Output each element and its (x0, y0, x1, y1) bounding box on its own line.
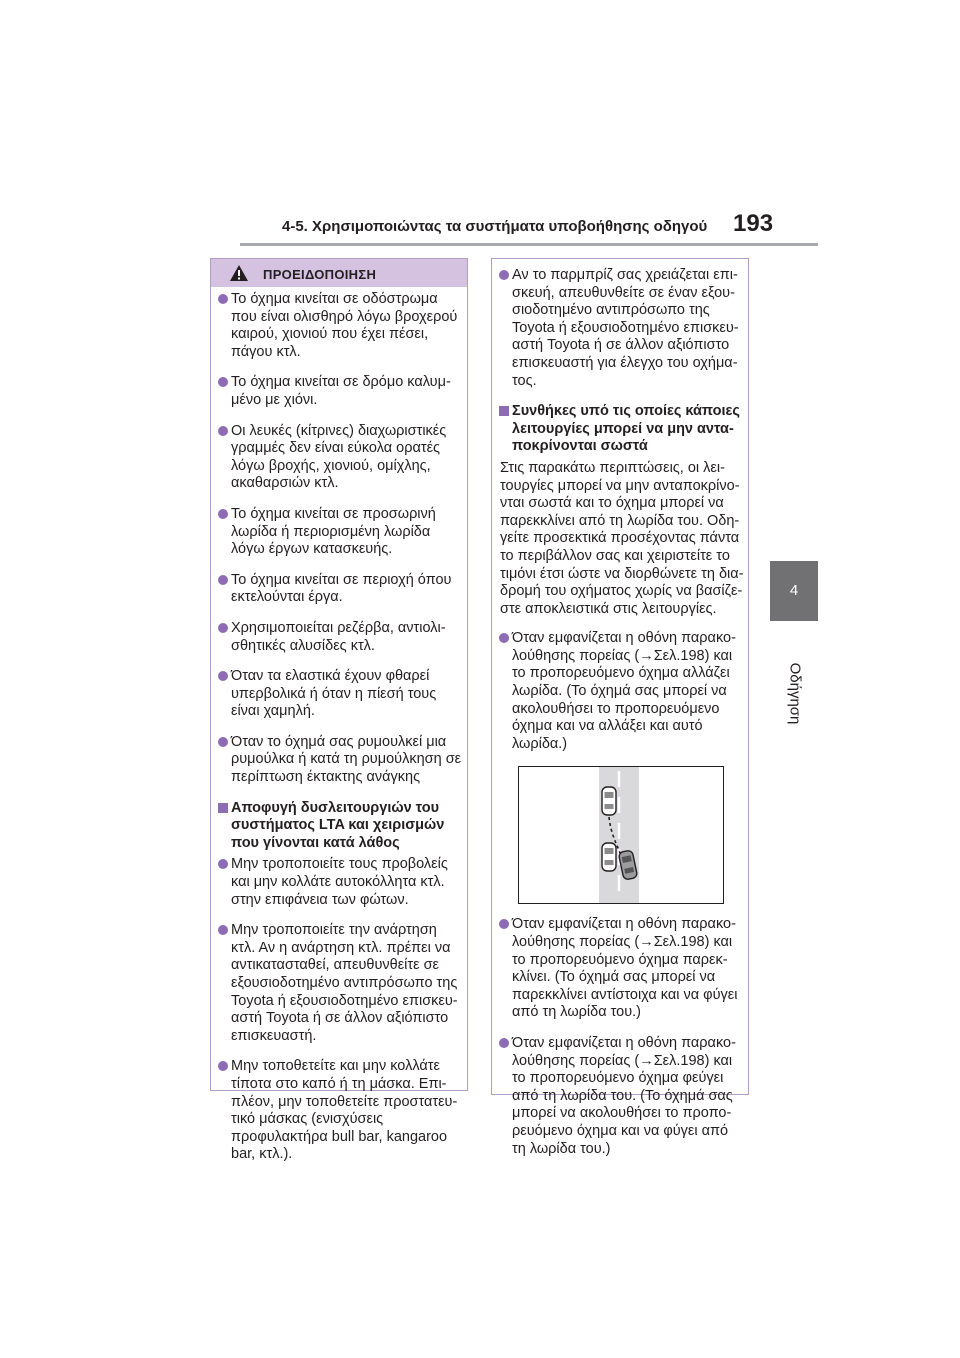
bullet-item (219, 922, 459, 1045)
warning-box (210, 258, 468, 1163)
warning-content (211, 287, 467, 1164)
header-divider (240, 243, 818, 246)
bullet-text (231, 620, 459, 655)
bullet-item (500, 267, 740, 390)
text-line: πάγου κτλ. (231, 343, 301, 360)
text-line: τος. (512, 372, 537, 389)
bullet-item (219, 856, 459, 909)
text-line: επισκευαστή για έλεγχο του οχήμα- (512, 354, 738, 371)
bullet-dot-icon (218, 737, 228, 747)
text-line: λωρίδα.) (512, 735, 568, 752)
text-line: σκευή, απευθυνθείτε σε έναν εξου- (512, 284, 735, 301)
text-line: σιοδοτημένο αντιπρόσωπο της (512, 302, 710, 319)
bullet-text (231, 856, 459, 909)
bullet-dot-icon (218, 925, 228, 935)
info-content (492, 259, 748, 1158)
text-line: καιρού, χιονιού που έχει πέσει, (231, 326, 429, 343)
bullet-item (219, 1058, 459, 1164)
square-bullet-icon (218, 803, 228, 813)
text-line: Όταν εμφανίζεται η οθόνη παρακο- (512, 1035, 736, 1051)
text-line: Το όχημα κινείται σε προσωρινή (231, 505, 436, 522)
text-line: Αποφυγή δυσλειτουργιών του (231, 799, 440, 816)
bullet-text (512, 630, 740, 753)
section-title: 4-5. Χρησιμοποιώντας τα συστήματα υποβοήθησης οδηγού (282, 218, 708, 235)
bullet-dot-icon (218, 1061, 228, 1071)
text-line: στην επιφάνεια των φώτων. (231, 891, 409, 908)
text-line: κτλ. Αν η ανάρτηση κτλ. πρέπει να (231, 939, 451, 956)
text-line: τη λωρίδα του.) (512, 1140, 611, 1157)
bullet-text (231, 1058, 459, 1164)
bullet-text (231, 374, 459, 409)
text-line: και μην κολλάτε αυτοκόλλητα κτλ. (231, 874, 445, 891)
text-line: λούθησης πορείας (→Σελ.198) και (512, 934, 733, 951)
bullet-dot-icon (218, 426, 228, 436)
bullet-dot-icon (218, 377, 228, 387)
warning-header (211, 259, 467, 287)
lane-change-illustration (518, 766, 724, 904)
text-line: Στις παρακάτω περιπτώσεις, οι λει- (500, 459, 725, 476)
text-line: λούθησης πορείας (→Σελ.198) και (512, 647, 733, 664)
warning-title: ΠΡΟΕΙΔΟΠΟΙΗΣΗ (263, 267, 377, 282)
text-line: bar, κτλ.). (231, 1146, 293, 1163)
text-line: ακαθαρσιών κτλ. (231, 475, 339, 492)
text-line: λωρίδα ή περιορισμένη λωρίδα (231, 523, 431, 540)
section-heading-text (512, 403, 740, 456)
info-box (491, 258, 749, 1157)
text-line: δρομή του οχήματος χωρίς να βασίζε- (500, 583, 743, 600)
text-line: Το όχημα κινείται σε οδόστρωμα (231, 291, 438, 307)
text-line: Toyota ή εξουσιοδοτημένο επισκευ- (231, 992, 458, 1009)
section-heading (219, 800, 459, 853)
bullet-dot-icon (499, 1038, 509, 1048)
text-line: κλίνει. (Το όχημά σας μπορεί να (512, 969, 716, 986)
bullet-dot-icon (218, 294, 228, 304)
text-line: λωρίδα. (Το όχημά σας μπορεί να (512, 683, 727, 700)
warning-triangle-icon (229, 264, 249, 282)
text-line: Μην τοποθετείτε και μην κολλάτε (231, 1058, 440, 1075)
text-line: Όταν το όχημά σας ρυμουλκεί μια (231, 733, 447, 750)
bullet-text (231, 922, 459, 1045)
text-line: Αν το παρμπρίζ σας χρειάζεται επι- (512, 267, 738, 283)
bullet-item (219, 668, 459, 721)
text-line: Toyota ή εξουσιοδοτημένο επισκευ- (512, 319, 739, 336)
road-diagram (519, 767, 723, 903)
leading-car-icon (602, 787, 616, 815)
bullet-text (231, 506, 459, 559)
bullet-item (219, 423, 459, 493)
text-line: πλέον, μην τοποθετείτε προστατευ- (231, 1093, 458, 1110)
text-line: τουργίες μπορεί να μην ανταποκρίνο- (500, 477, 740, 494)
text-line: είναι χαμηλή. (231, 703, 315, 720)
text-line: παρεκκλίνει αντίστοιχα και να φύγει (512, 986, 738, 1003)
text-line: συστήματος LTA και χειρισμών (231, 817, 445, 834)
bullet-dot-icon (218, 859, 228, 869)
bullet-list (500, 916, 740, 1158)
text-line: αντικατασταθεί, απευθυνθείτε σε (231, 957, 440, 974)
bullet-dot-icon (218, 623, 228, 633)
own-car-icon (602, 843, 616, 871)
text-line: λούθησης πορείας (→Σελ.198) και (512, 1052, 733, 1069)
text-line: παρεκκλίνει από τη λωρίδα του. Οδη- (500, 512, 740, 529)
text-line: Οι λευκές (κίτρινες) διαχωριστικές (231, 422, 447, 439)
text-line: ποκρίνονται σωστά (512, 438, 648, 455)
bullet-item (219, 620, 459, 655)
paragraph (500, 459, 744, 618)
bullet-dot-icon (499, 919, 509, 929)
text-line: γραμμές δεν είναι εύκολα ορατές (231, 440, 441, 457)
text-line: το προπορευόμενο όχημα παρεκ- (512, 951, 728, 968)
text-line: ρυμούλκα ή κατά τη ρυμούλκηση σε (231, 751, 462, 768)
bullet-item (219, 506, 459, 559)
text-line: από τη λωρίδα του. (Το όχημά σας (512, 1087, 733, 1104)
text-line: Συνθήκες υπό τις οποίες κάποιες (512, 403, 740, 420)
text-line: που είναι ολισθηρό λόγω βροχερού (231, 308, 458, 325)
bullet-dot-icon (218, 575, 228, 585)
bullet-text (231, 291, 459, 361)
bullet-text (231, 572, 459, 607)
text-line: Μην τροποποιείτε την ανάρτηση (231, 922, 437, 939)
text-line: Μην τροποποιείτε τους προβολείς (231, 856, 448, 873)
bullet-text (512, 916, 740, 1022)
text-line: το προπορευόμενο όχημα φεύγει (512, 1070, 724, 1087)
bullet-text (231, 733, 462, 787)
text-line: που γίνονται κατά λάθος (231, 834, 400, 851)
bullet-item (219, 733, 462, 787)
bullet-dot-icon (499, 270, 509, 280)
text-line: μπορεί να ακολουθήσει το προπο- (512, 1105, 732, 1122)
text-line: σθητικές αλυσίδες κτλ. (231, 637, 375, 654)
bullet-item (500, 916, 740, 1022)
text-line: υπερβολικά ή όταν η πίεσή τους (231, 685, 437, 702)
bullet-item (219, 291, 459, 361)
bullet-dot-icon (218, 671, 228, 681)
text-line: αστή Toyota ή σε άλλον αξιόπιστο (512, 337, 730, 354)
text-line: εκτελούνται έργα. (231, 589, 343, 606)
bullet-text (231, 668, 459, 721)
chapter-label-container (778, 645, 808, 745)
chapter-tab (770, 561, 818, 621)
text-line: από τη λωρίδα του.) (512, 1004, 641, 1021)
text-line: το περιβάλλον σας και χειριστείτε το (500, 547, 730, 564)
bullet-text (512, 1035, 740, 1158)
text-line: Όταν εμφανίζεται η οθόνη παρακο- (512, 630, 736, 647)
text-line: τιμόνι έτσι ώστε να διορθώνετε τη δια- (500, 565, 744, 582)
text-line: μένο με χιόνι. (231, 391, 318, 408)
bullet-text (512, 267, 740, 390)
text-line: νται σωστά και το όχημα μπορεί να (500, 495, 724, 512)
text-line: επισκευαστή. (231, 1027, 317, 1044)
bullet-text (231, 423, 459, 493)
text-line: γείτε προσεκτικά προσέχοντας πάντα (500, 530, 740, 547)
text-line: λόγω βροχής, χιονιού, ομίχλης, (231, 457, 431, 474)
text-line: στε αποκλειστικά στις λειτουργίες. (500, 600, 717, 617)
text-line: το προπορευόμενο όχημα αλλάζει (512, 665, 730, 682)
chapter-label: Οδήγηση (786, 662, 804, 725)
text-line: λειτουργίες μπορεί να μην αντα- (512, 420, 734, 437)
warning-bullet-list-2 (219, 856, 459, 1164)
text-line: τίποτα στο καπό ή τη μάσκα. Επι- (231, 1075, 447, 1092)
text-line: όχημα και να αλλάξει και αυτό (512, 718, 703, 735)
bullet-item (219, 374, 459, 409)
bullet-dot-icon (499, 633, 509, 643)
text-line: Χρησιμοποιείται ρεζέρβα, αντιολι- (231, 619, 446, 636)
text-line: τικό μάσκας (ενισχύσεις (231, 1111, 384, 1128)
text-line: Όταν τα ελαστικά έχουν φθαρεί (231, 668, 430, 685)
text-line: ακολουθήσει το προπορευόμενο (512, 700, 720, 717)
text-line: προφυλακτήρα bull bar, kangaroo (231, 1128, 448, 1145)
warning-bullet-list (219, 291, 462, 787)
text-line: λόγω έργων κατασκευής. (231, 541, 393, 558)
text-line: αστή Toyota ή σε άλλον αξιόπιστο (231, 1010, 449, 1027)
text-line: Το όχημα κινείται σε δρόμο καλυμ- (231, 374, 451, 391)
square-bullet-icon (499, 406, 509, 416)
text-line: Όταν εμφανίζεται η οθόνη παρακο- (512, 916, 736, 933)
text-line: Το όχημα κινείται σε περιοχή όπου (231, 571, 452, 588)
section-heading-text (231, 800, 459, 853)
text-line: ρευόμενο όχημα και να φύγει από (512, 1122, 729, 1139)
chapter-number: 4 (789, 582, 799, 599)
section-heading (500, 403, 740, 456)
page-number: 193 (733, 210, 774, 237)
bullet-dot-icon (218, 509, 228, 519)
text-line: εξουσιοδοτημένο αντιπρόσωπο της (231, 975, 458, 991)
bullet-item (500, 1035, 740, 1158)
bullet-item (219, 572, 459, 607)
text-line: περίπτωση έκτακτης ανάγκης (231, 769, 421, 786)
bullet-item (500, 630, 740, 753)
